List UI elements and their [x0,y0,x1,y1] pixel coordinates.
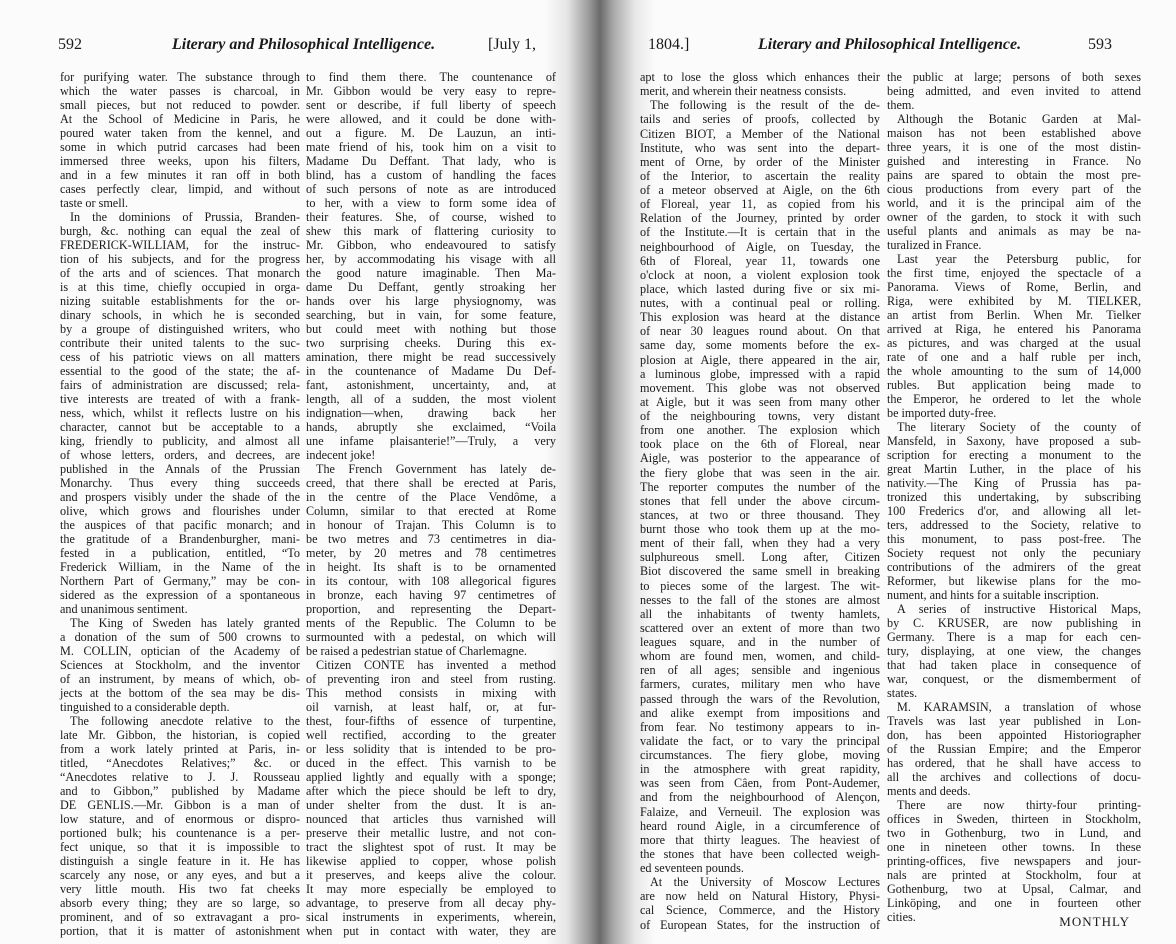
text-line: two in Gothenburg, two in Lund, and [887,826,1141,840]
text-line: movement. This globe was not observed [640,380,880,395]
text-line: and to Gibbon,” published by Madame [60,784,300,798]
text-line: and in a few minutes it ran off in both [60,168,300,182]
text-line: as pictures, and was charged at the usual [887,336,1141,350]
text-line: nutes, with a continual peal or rolling. [640,296,880,310]
text-line: Mr. Gibbon would be very easy to repre- [306,84,556,98]
text-line: blind, has a custom of handling the faces [306,168,556,182]
text-line: Citizen BIOT, a Member of the National [640,126,880,141]
text-line: cess of his patriotic views on all matters [60,350,300,364]
text-line: of preventing iron and steel from rusting. [306,672,556,686]
text-line: of the Interior, to ascertain the reality [640,168,880,183]
text-line: is at this time, chiefly occupied in orga- [60,280,300,294]
text-line: the gratitude of a Brandenburgher, mani- [60,532,300,546]
text-line: contributions of the admirers of the great [887,560,1141,574]
text-line: the stones that have been collected weigh- [640,846,880,861]
text-line: Sciences at Stockholm, and the inventor [60,658,300,672]
text-line: hands over his large physiognomy, was [306,294,556,308]
text-line: the first time, enjoyed the spectacle of a [887,266,1141,280]
text-line: was seen from Câen, from Pont-Audemer, [640,776,880,791]
text-line: tury, displaying, at one view, the changes [887,644,1141,658]
text-line: The following is the result of the de- [650,98,880,113]
text-line: be two metres and 73 centimetres in dia- [306,532,556,546]
right-running-title-text: Literary and Philosophical Intelligence. [758,36,1022,53]
text-line: in height. Its shaft is to be ornamented [306,560,556,574]
text-line: a donation of the sum of 500 crowns to [60,630,300,644]
text-line: ters, addressed to the Society, relative to [887,518,1141,532]
text-line: same day, some moments before the ex- [640,338,880,353]
text-line: prominent, and of so extravagant a pro- [60,910,300,924]
text-line: immersed three weeks, upon his filters, [60,154,300,168]
text-line: In the dominions of Prussia, Branden- [70,210,300,224]
text-line: stances, at two or three thousand. They [640,507,880,522]
text-line: nativity.—The King of Prussia has pa- [887,476,1141,490]
text-line: plosion at Aigle, there appeared in the air, [640,352,880,367]
text-line: It may more especially be employed to [306,882,556,896]
text-line: length, all of a sudden, the most violent [306,392,556,406]
text-line: burgh, &c. nothing can equal the zeal of [60,224,300,238]
text-line: to pieces some of the largest. The wit- [640,578,880,593]
text-line: The King of Sweden has lately granted [70,616,300,630]
text-line: FREDERICK-WILLIAM, for the instruc- [60,238,300,252]
text-line: 100 Frederics d'or, and allowing all let- [887,504,1141,518]
text-line: Germany. There is a map for each cen- [887,630,1141,644]
text-line: tinguished to a considerable depth. [60,700,230,714]
text-line: ments and deeds. [887,784,971,798]
text-line: absorb every thing; they are so large, so [60,896,300,910]
text-line: and prospers visibly under the shade of the [60,490,300,504]
right-running-title [758,36,1021,54]
text-line: to find them there. The countenance of [306,70,556,84]
text-line: well rectified, according to the greater [306,728,556,742]
text-line: rate of one and a half ruble per inch, [887,350,1141,364]
text-line: surmounted with a pedestal, on which will [306,630,556,644]
book-gutter-shadow [545,0,655,944]
text-line: cious productions from every part of the [887,182,1141,196]
text-line: from fear. No testimony appears to in- [640,719,880,734]
text-line: took place on the 6th of Floreal, near [640,437,880,452]
text-line: king, friendly to publicity, and almost all [60,434,300,448]
text-line: this monument, to pass post-free. The [887,532,1141,546]
text-line: Last year the Petersburg public, for [897,252,1141,266]
text-line: of the Institute.—It is certain that in the [640,225,880,240]
text-line: Mansfeld, in Saxony, have proposed a sub- [887,434,1141,448]
text-line: searching, but in vain, for some feature, [306,308,556,322]
text-line: or less solidity that is intended to be pro- [306,742,556,756]
text-line: of Floreal, year 11, as copied from his [640,197,880,212]
text-line: has ordered, that he shall have access to [887,756,1141,770]
text-line: cal Science, Commerce, and the History [640,903,880,918]
text-line: proportion, and representing the Depart- [306,602,556,616]
text-line: tive interests are treated of with a frank- [60,392,300,406]
text-line: their features. She, of course, wished to [306,210,556,224]
text-line: amination, there might be read successively [306,350,556,364]
text-line: ness, which, whilst it reflects lustre on his [60,406,300,420]
text-line: ren of all ages; sensible and ingenious [640,663,880,678]
text-line: ed seventeen pounds. [640,861,744,875]
text-line: 6th of Floreal, year 11, towards one [640,253,880,268]
right-page-number: 593 [1088,36,1112,53]
text-line: thest, four-fifths of essence of turpentine, [306,714,556,728]
text-line: and from the neighbourhood of Alençon, [640,790,880,805]
text-line: passed through the wars of the Revolution, [640,691,880,706]
text-line: titled, “Anecdotes Relatives;” &c. or [60,756,300,770]
text-line: at Aigle, but it was seen from many other [640,394,880,409]
text-line: cases perfectly clear, limpid, and without [60,182,300,196]
text-line: in the countenance of Madame Du Def- [306,364,556,378]
text-line: character, cannot but be acceptable to a [60,420,300,434]
text-line: when put in contact with water, they are [306,924,556,938]
text-line: very little mouth. His two fat cheeks [60,882,300,896]
text-line: Monarchy. Thus every thing succeeds [60,476,300,490]
text-line: maison has not been established above [887,126,1141,140]
text-line: three years, it is one of the most distin- [887,140,1141,154]
text-line: ment of their fall, when they had a very [640,536,880,551]
text-line: This explosion was heard at the distance [640,310,880,325]
text-line: turalized in France. [887,238,982,252]
text-line: one in nineteen other towns. In these [887,840,1141,854]
text-line: the public at large; persons of both sexes [887,70,1141,84]
text-line: that had taken place in consequence of [887,658,1141,672]
text-line: the auspices of that pacific monarch; and [60,518,300,532]
text-line: DE GENLIS.—Mr. Gibbon is a man of [60,798,300,812]
text-line: o'clock at noon, a violent explosion took [640,267,880,282]
left-column-1 [60,70,300,938]
text-line: indignation—when, drawing back her [306,406,556,420]
text-line: Biot discovered the same smell in breaking [640,564,880,579]
left-running-title [172,36,435,54]
text-line: in the centre of the Place Vendôme, a [306,490,556,504]
text-line: nesses to the fall of the stones are almost [640,592,880,607]
text-line: were allowed, and it could be done with- [306,112,556,126]
right-column-1 [640,70,880,932]
text-line: duced in the effect. This varnish to be [306,756,556,770]
text-line: creed, that there shall be erected at Paris, [306,476,556,490]
text-line: scarcely any nose, or any eyes, and but a [60,868,300,882]
text-line: whom are found men, women, and child- [640,649,880,664]
text-line: scattered over an extent of more than two [640,620,880,635]
text-line: apt to lose the gloss which enhances their [640,70,880,84]
text-line: of an instrument, by means of which, ob- [60,672,300,686]
text-line: poured water taken from the kennel, and [60,126,300,140]
text-line: more that thirty leagues. The heaviest of [640,832,880,847]
text-line: states. [887,686,918,700]
text-line: distinguish a single feature in it. He has [60,854,300,868]
text-line: war, conquest, or the dismemberment of [887,672,1141,686]
text-line: of near 30 leagues round about. On that [640,324,880,339]
text-line: sulphureous smell. Long after, Citizen [640,550,880,565]
text-line: owner of the garden, to stock it with such [887,210,1141,224]
text-line: tails and series of proofs, collected by [640,112,880,127]
text-line: which the water passes is charcoal, in [60,84,300,98]
text-line: for purifying water. The substance through [60,70,300,84]
text-line: sical instruments in experiments, wherein, [306,910,556,924]
catchword: MONTHLY [1059,914,1130,929]
text-line: Relation of the Journey, printed by order [640,211,880,226]
text-line: nizing suitable establishments for the or- [60,294,300,308]
left-page-date: [July 1, [488,36,536,53]
text-line: nounced that articles thus varnished will [306,812,556,826]
text-line: validate the fact, or to vary the principal [640,733,880,748]
text-line: tion of his subjects, and for the progress [60,252,300,266]
text-line: contribute their united talents to the suc- [60,336,300,350]
left-running-title-text: Literary and Philosophical Intelligence. [172,36,436,53]
text-line: mate friend of his, took him on a visit to [306,140,556,154]
text-line: of whose letters, orders, and decrees, are [60,448,300,462]
text-line: Riga, were exhibited by M. TIELKER, [887,294,1141,308]
text-line: olive, which grows and flourishes under [60,504,300,518]
text-line: printing-offices, five newspapers and jour- [887,854,1141,868]
text-line: two surprising cheeks. During this ex- [306,336,556,350]
text-line: The French Government has lately de- [316,462,556,476]
text-line: This method consists in mixing with [306,686,556,700]
text-line: out a figure. M. De Lauzun, an inti- [306,126,556,140]
text-line: Gothenburg, two at Upsal, Calmar, and [887,882,1141,896]
text-line: shew this mark of flattering curiosity to [306,224,556,238]
text-line: Northern Part of Germany,” may be con- [60,574,300,588]
text-line: low stature, and of enormous or dispro- [60,812,300,826]
text-line: of European States, for the instruction of [640,917,880,932]
text-line: Although the Botanic Garden at Mal- [897,112,1141,126]
text-line: are now held on Natural History, Physi- [640,889,880,904]
text-line: The literary Society of the county of [897,420,1141,434]
text-line: preserve their metallic lustre, and not con- [306,826,556,840]
text-line: jects at the bottom of the sea may be dis- [60,686,300,700]
text-line: from one another. The explosion which [640,423,880,438]
text-line: The following anecdote relative to the [70,714,300,728]
text-line: useful plants and animals as may be na- [887,224,1141,238]
text-line: hands, abruptly she exclaimed, “Voila [306,420,556,434]
text-line: applied lightly and equally with a sponge; [306,770,556,784]
text-line: nals are printed at Stockholm, four at [887,868,1141,882]
text-line: sent or describe, if full liberty of speech [306,98,556,112]
left-column-2 [306,70,556,938]
text-line: Reformer, but likewise plans for the mo- [887,574,1141,588]
text-line: scription for erecting a monument to the [887,448,1141,462]
text-line: Citizen CONTE has invented a method [316,658,556,672]
text-line: the Emperor, he ordered to let the whole [887,392,1141,406]
text-line: the good nature imaginable. Then Ma- [306,266,556,280]
text-line: fested in a publication, entitled, “To [60,546,300,560]
text-line: sidered as the expression of a spontaneous [60,588,300,602]
text-line: oil varnish, at least half, or, at fur- [306,700,556,714]
text-line: offices in Sweden, thirteen in Stockholm, [887,812,1141,826]
text-line: of the Russian Empire; and the Emperor [887,742,1141,756]
text-line: taste or smell. [60,196,129,210]
text-line: merit, and wherein their neatness consists. [640,84,847,99]
text-line: Frederick William, in the Name of the [60,560,300,574]
text-line: portioned bulk; his countenance is a per- [60,826,300,840]
text-line: M. KARAMSIN, a translation of whose [897,700,1141,714]
text-line: ments of the Republic. The Column to be [306,616,556,630]
text-line: Institute, who was sent into the depart- [640,140,880,155]
text-line: A series of instructive Historical Maps, [897,602,1141,616]
text-line: rubles. But application being made to [887,378,1141,392]
text-line: burnt those who took them up at the mo- [640,522,880,536]
text-line: in its contour, with 108 allegorical figures [306,574,556,588]
text-line: late Mr. Gibbon, the historian, is copied [60,728,300,742]
text-line: small pieces, but not reduced to powder. [60,98,300,112]
text-line: arrived at Riga, he entered his Panorama [887,322,1141,336]
text-line: to her, with a view to form some idea of [306,196,556,210]
text-line: fect unique, so that it is impossible to [60,840,300,854]
text-line: the fiery globe that was seen in the air. [640,465,880,480]
text-line: fant, astonishment, uncertainty, and, at [306,378,556,392]
text-line: all the archives and collections of docu- [887,770,1141,784]
text-line: and unanimous sentiment. [60,602,188,616]
text-line: There are now thirty-four printing- [897,798,1141,812]
text-line: of the arts and of sciences. That monarch [60,266,300,280]
text-line: in the atmosphere with great rapidity, [640,762,880,777]
text-line: it preserves, and keeps alive the colour. [306,868,556,882]
text-line: cities. [887,910,916,924]
text-line: Society request not only the pecuniary [887,546,1141,560]
text-line: ment of Orne, by order of the Minister [640,154,880,169]
text-line: dame Du Deffant, gently stroaking her [306,280,556,294]
text-line: great Martin Luther, in the place of his [887,462,1141,476]
text-line: published in the Annals of the Prussian [60,462,300,476]
text-line: stones that fell under the above circum- [640,493,880,508]
text-line: be imported duty-free. [887,406,997,420]
text-line: neighbourhood of Aigle, on Tuesday, the [640,239,880,254]
text-line: Aigle, was posterior to the appearance of [640,451,880,466]
text-line: them. [887,98,915,112]
text-line: by C. KRUSER, are now publishing in [887,616,1141,630]
text-line: portion, that it is matter of astonishment [60,924,300,938]
text-line: nument, and hints for a suitable inscription. [887,588,1099,602]
text-line: of the neighbouring towns, very distant [640,409,880,423]
text-line: fairs of administration are discussed; rela- [60,378,300,392]
text-line: pains are spared to obtain the most pre- [887,168,1141,182]
text-line: all the inhabitants of twenty hamlets, [640,606,880,621]
text-line: dinary schools, in which he is seconded [60,308,300,322]
text-line: a luminous globe, impressed with a rapid [640,366,880,381]
text-line: but could meet with nothing but those [306,322,556,336]
text-line: guished and interesting in France. No [887,154,1141,168]
text-line: une infame plaisanterie!”—Truly, a very [306,434,556,448]
text-line: some in which putrid carcases had been [60,140,300,154]
text-line: by a groupe of distinguished writers, who [60,322,300,336]
text-line: under shelter from the dust. It is an- [306,798,556,812]
text-line: and alike exempt from impositions and [640,705,880,720]
text-line: essential to the good of the state; the af- [60,364,300,378]
text-line: in honour of Trajan. This Column is to [306,518,556,532]
text-line: M. COLLIN, optician of the Academy of [60,644,300,658]
text-line: likewise applied to copper, whose polish [306,854,556,868]
text-line: Column, similar to that erected at Rome [306,504,556,518]
text-line: Panorama. Views of Rome, Berlin, and [887,280,1141,294]
text-line: world, and it is the principal aim of the [887,196,1141,210]
text-line: from a work lately printed at Paris, in- [60,742,300,756]
text-line: meter, by 20 metres and 78 centimetres [306,546,556,560]
text-line: place, which lasted during five or six mi- [640,281,880,296]
text-line: At the School of Medicine in Paris, he [60,112,300,126]
text-line: after which the piece should be left to dry, [306,784,556,798]
text-line: of such persons of note as are introduced [306,182,556,196]
text-line: in bronze, each having 97 centimetres of [306,588,556,602]
text-line: Falaize, and Verneuil. The explosion was [640,804,880,819]
text-line: of a meteor observed at Aigle, on the 6th [640,183,880,197]
text-line: the whole amounting to the sum of 14,000 [887,364,1141,378]
text-line: farmers, curates, military men who have [640,677,880,692]
text-line: being admitted, and even invited to attend [887,84,1141,98]
text-line: circumstances. The fiery globe, moving [640,748,880,762]
text-line: Mr. Gibbon, who endeavoured to satisfy [306,238,556,252]
text-line: The reporter computes the number of the [640,479,880,494]
text-line: tronized this undertaking, by subscribing [887,490,1141,504]
text-line: leagues square, and in the number of [640,635,880,649]
text-line: be raised a pedestrian statue of Charlemagne. [306,644,527,658]
text-line: “Anecdotes relative to J. J. Rousseau [60,770,300,784]
text-line: At the University of Moscow Lectures [650,875,880,890]
right-page-date: 1804.] [648,36,690,53]
text-line: an artist from Berlin. When Mr. Tielker [887,308,1141,322]
text-line: her, by accommodating his visage with all [306,252,556,266]
text-line: Travels was last year published in Lon- [887,714,1141,728]
text-line: don, has been appointed Historiographer [887,728,1141,742]
text-line: indecent joke! [306,448,376,462]
text-line: Madame Du Deffant. That lady, who is [306,154,556,168]
text-line: tract the slightest spot of rust. It may be [306,840,556,854]
text-line: Linköping, and one in fourteen other [887,896,1141,910]
text-line: heard round Aigle, in a circumference of [640,818,880,833]
text-line: advantage, to preserve from all decay phy- [306,896,556,910]
left-page-number: 592 [58,36,82,53]
